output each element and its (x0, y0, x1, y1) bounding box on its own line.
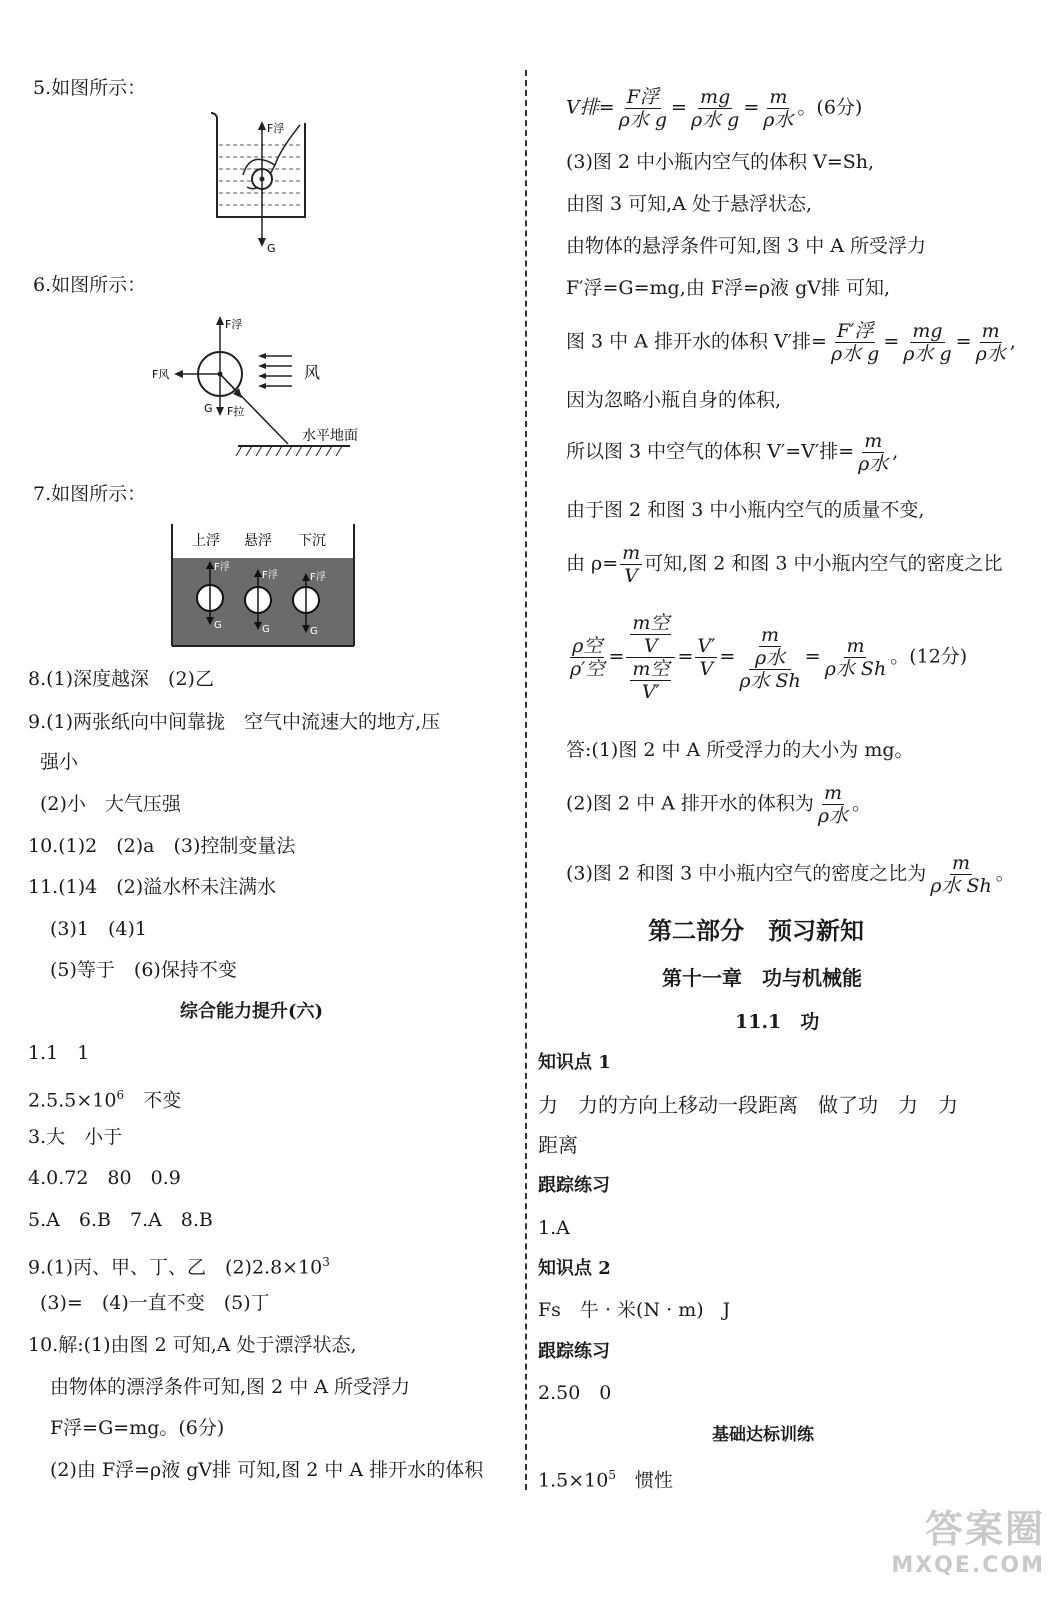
k1-answer-b: 距离 (538, 1133, 578, 1157)
r2: (3)图 2 中小瓶内空气的体积 V=Sh, (566, 151, 875, 173)
r8: 所以图 3 中空气的体积 V′=V′排= $\frac{m}{\text{ρ水}}$ , (566, 430, 899, 475)
q7-label: 7.如图所示： (33, 483, 147, 505)
a10-c: F浮=G=mg。(6分) (50, 1417, 225, 1439)
q9-answer-b: 强小 (40, 751, 79, 773)
figure-5-beaker (205, 105, 325, 260)
ans2: (2)图 2 中 A 排开水的体积为 $\frac{m}{\text{ρ水}}$ 。 (566, 782, 872, 827)
watermark-bottom: MXQE.COM (891, 1553, 1045, 1578)
a3: 3.大 小于 (28, 1126, 123, 1148)
fig5-g-label: G (267, 242, 276, 255)
k1-answer-a: 力 力的方向上移动一段距离 做了功 力 力 (538, 1093, 958, 1117)
fig7-suspend-label: 悬浮 (244, 533, 272, 549)
a10-d: (2)由 F浮=ρ液 gV排 可知,图 2 中 A 排开水的体积 (50, 1459, 484, 1481)
a1: 1.1 1 (28, 1042, 90, 1064)
a5-8: 5.A 6.B 7.A 8.B (28, 1209, 213, 1231)
r9: 由于图 2 和图 3 中小瓶内空气的质量不变, (566, 499, 925, 521)
t1-answer: 1.A (538, 1217, 570, 1239)
fig6-ffloat-label: F浮 (225, 318, 243, 331)
k2-answer: Fs 牛 · 米(N · m) J (538, 1299, 731, 1321)
r4: 由物体的悬浮条件可知,图 3 中 A 所受浮力 (566, 235, 927, 257)
a4: 4.0.72 80 0.9 (28, 1167, 181, 1189)
q11-answer-c: (5)等于 (6)保持不变 (50, 959, 237, 981)
fig7-f2: F浮 (262, 570, 278, 581)
watermark-top: 答案圈 (924, 1507, 1045, 1551)
a9-a: 9.(1)丙、甲、丁、乙 $(2)2.8\times 10^3$ (28, 1255, 330, 1279)
q9-answer-a: 9.(1)两张纸向中间靠拢 空气中流速大的地方,压 (28, 711, 441, 733)
basic-training-heading: 基础达标训练 (712, 1425, 814, 1445)
knowledge-point-1: 知识点 1 (538, 1052, 611, 1073)
q5-label: 5.如图所示： (33, 77, 147, 99)
r5: F′浮=G=mg,由 F浮=ρ液 gV排 可知, (566, 277, 891, 299)
fig7-f1: F浮 (214, 562, 230, 573)
knowledge-point-2: 知识点 2 (538, 1258, 611, 1279)
q6-label: 6.如图所示： (33, 274, 147, 296)
a2: $2.5.5\times 10^6$ 不变 (28, 1088, 182, 1112)
r7: 因为忽略小瓶自身的体积, (566, 389, 782, 411)
column-divider (525, 70, 527, 1490)
figure-7-tank (168, 520, 358, 650)
part-title: 第二部分 预习新知 (648, 916, 864, 945)
fig7-f3: F浮 (310, 572, 326, 583)
b1-answer: $1.5\times 10^5$ 惯性 (538, 1468, 673, 1492)
a10-b: 由物体的漂浮条件可知,图 2 中 A 所受浮力 (50, 1376, 411, 1398)
fig7-up-label: 上浮 (192, 533, 220, 549)
r10: 由 ρ= $\frac{m}{V}$ 可知,图 2 和图 3 中小瓶内空气的密度之比 (566, 542, 1003, 587)
q11-answer-a: 11.(1)4 (2)溢水杯未注满水 (28, 876, 277, 898)
section-heading: 综合能力提升(六) (180, 1001, 324, 1022)
a10-a: 10.解:(1)由图 2 可知,A 处于漂浮状态, (28, 1334, 357, 1356)
fig5-f-label: F浮 (267, 122, 285, 135)
r3: 由图 3 可知,A 处于悬浮状态, (566, 193, 813, 215)
fig6-fpull-label: F拉 (227, 405, 245, 418)
q11-answer-b: (3)1 (4)1 (50, 918, 148, 940)
ans3: (3)图 2 和图 3 中小瓶内空气的密度之比为 $\frac{m}{\text{ρ水 Sh}}$ 。 (566, 852, 1015, 897)
fig7-g3: G (310, 626, 318, 637)
q8-answer: 8.(1)深度越深 (2)乙 (28, 668, 214, 690)
r11-density-ratio: $\frac{\text{ρ空}}{\text{ρ′空}}$ = $\frac{\frac{\text{m空}}{V}}{\frac{\text{m空}}{V'}}$ = $\frac{V'}{V}$ = $\frac{\frac{m}{\text{ρ水}}}{\text{ρ水 Sh}}$ = $\frac{m}{\text{ρ水 Sh}}$ 。(12分) (570, 612, 968, 703)
r6: 图 3 中 A 排开水的体积 V′排= $\frac{\text{F′浮}}{\text{ρ水 g}}$ = $\frac{mg}{\text{ρ水 g}}$ = $\frac{m}{\text{ρ水}}$ , (566, 320, 1016, 365)
fig6-fwind-label: F风 (152, 368, 170, 381)
q10-answer: 10.(1)2 (2)a (3)控制变量法 (28, 835, 296, 857)
tracking-practice-1: 跟踪练习 (538, 1175, 610, 1196)
fig7-down-label: 下沉 (298, 533, 326, 549)
fig6-ground-label: 水平地面 (302, 428, 358, 444)
eq-v-displaced: V排= $\frac{\text{F浮}}{\text{ρ水 g}}$ = $\frac{mg}{\text{ρ水 g}}$ = $\frac{m}{\text{ρ水}}$ 。(6分) (566, 86, 863, 131)
q9-answer-c: (2)小 大气压强 (40, 793, 181, 815)
fig6-wind-label: 风 (304, 363, 321, 382)
fig7-g2: G (262, 624, 270, 635)
ans1: 答:(1)图 2 中 A 所受浮力的大小为 mg。 (566, 739, 914, 761)
t2-answer: 2.50 0 (538, 1382, 612, 1404)
a9-b: (3)= (4)一直不变 (5)丁 (40, 1292, 270, 1314)
figure-6-balloon (150, 310, 380, 465)
watermark (891, 1498, 1045, 1578)
chapter-title: 第十一章 功与机械能 (662, 966, 862, 990)
tracking-practice-2: 跟踪练习 (538, 1341, 610, 1362)
lesson-title: 11.1 功 (735, 1011, 820, 1033)
fig7-g1: G (214, 620, 222, 631)
fig6-g-label: G (204, 402, 213, 415)
